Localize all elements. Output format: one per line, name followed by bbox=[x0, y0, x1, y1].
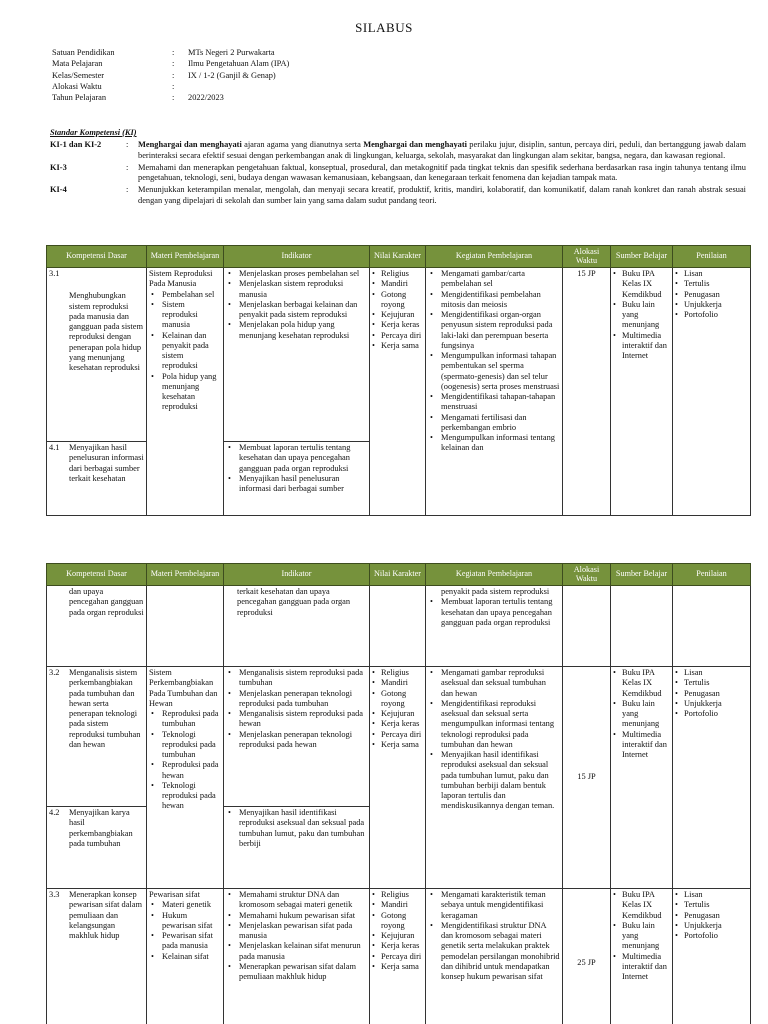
list-item: • Multimedia interaktif dan Internet bbox=[613, 730, 670, 761]
penilaian-list bbox=[675, 890, 748, 941]
indikator-cell bbox=[224, 268, 370, 442]
indikator-cell bbox=[224, 889, 370, 1024]
penilaian-list bbox=[675, 269, 748, 320]
identity-block bbox=[52, 48, 488, 104]
list-item: • Unjukkerja bbox=[675, 699, 748, 709]
list-item: • Kerja keras bbox=[372, 719, 423, 729]
list-item: • Menganalisis sistem reproduksi pada hewan bbox=[226, 709, 367, 730]
materi-title: Pewarisan sifat bbox=[149, 890, 200, 899]
meta-key: Satuan Pendidikan bbox=[52, 48, 115, 57]
kd-cell bbox=[47, 442, 147, 516]
list-item: • Mengamati fertilisasi dan perkembangan embrio bbox=[428, 413, 560, 434]
sumber-list bbox=[613, 269, 670, 361]
meta-key: Kelas/Semester bbox=[52, 70, 105, 80]
list-item: • Buku IPA Kelas IX Kemdikbud bbox=[613, 890, 670, 921]
list-item: • Menjelaskan kelainan sifat menurun pada manusia bbox=[226, 941, 367, 962]
col-header-indikator: Indikator bbox=[224, 246, 370, 268]
kegiatan-list bbox=[428, 890, 560, 982]
list-item: • Menjelaskan pewarisan sifat pada manusia bbox=[226, 921, 367, 942]
kegiatan-list bbox=[428, 597, 560, 628]
kd-number: 4.2 bbox=[49, 808, 60, 817]
nilai-list bbox=[372, 269, 423, 351]
sumber-list bbox=[613, 668, 670, 760]
list-item: • Lisan bbox=[675, 890, 748, 900]
list-item: • Memahami struktur DNA dan kromosom sebagai materi genetik bbox=[226, 890, 367, 911]
list-item: • Kerja keras bbox=[372, 320, 423, 330]
indikator-cell bbox=[224, 586, 370, 667]
col-header-indikator: Indikator bbox=[224, 564, 370, 586]
list-item: • Mengamati karakteristik teman sebaya untuk mengidentifikasi keragaman bbox=[428, 890, 560, 921]
list-item: • Buku lain yang menunjang bbox=[613, 921, 670, 952]
ki-sep: : bbox=[126, 140, 129, 150]
list-item: • Membuat laporan tertulis tentang kesehatan dan upaya pencegahan gangguan pada organ reproduksi bbox=[226, 443, 367, 474]
kegiatan-cell bbox=[426, 889, 563, 1024]
nilai-cell bbox=[370, 667, 426, 889]
kd-text: Menyajikan karya hasil perkembangbiakan pada tumbuhan bbox=[69, 808, 133, 848]
nilai-cell bbox=[370, 889, 426, 1024]
nilai-cell bbox=[370, 586, 426, 667]
list-item: • Menjelaskan penerapan teknologi reproduksi pada tumbuhan bbox=[226, 689, 367, 710]
materi-list bbox=[149, 900, 221, 962]
col-header-kegiatan: Kegiatan Pembelajaran bbox=[426, 246, 563, 268]
list-item: • Mengumpulkan informasi tentang kelainan dan bbox=[428, 433, 560, 454]
meta-row bbox=[52, 93, 488, 104]
kd-entry bbox=[49, 808, 144, 849]
ki-heading: Standar Kompetensi (KI) bbox=[50, 128, 137, 137]
kd-entry bbox=[49, 890, 144, 941]
penilaian-cell bbox=[673, 667, 751, 889]
kd-number: 3.3 bbox=[49, 890, 60, 899]
kd-text: Menghubungkan sistem reproduksi pada manusia dan gangguan pada sistem reproduksi dengan penerapan pola hidup yang menunjang kesehatan reproduksi bbox=[69, 291, 143, 372]
kegiatan-list bbox=[428, 668, 560, 812]
list-item: • Pembelahan sel bbox=[149, 290, 221, 300]
materi-cell bbox=[147, 667, 224, 889]
col-header-penilaian: Penilaian bbox=[673, 246, 751, 268]
sumber-list bbox=[613, 890, 670, 982]
meta-row bbox=[52, 82, 488, 93]
ki-emphasis: Menghargai dan menghayati bbox=[138, 140, 242, 150]
list-item: • Memahami hukum pewarisan sifat bbox=[226, 911, 367, 921]
table-row bbox=[47, 667, 751, 807]
alokasi-cell: 15 JP bbox=[563, 268, 611, 516]
meta-row bbox=[52, 71, 488, 82]
list-item: • Buku lain yang menunjang bbox=[613, 300, 670, 331]
materi-cell bbox=[147, 586, 224, 667]
list-item: • Buku IPA Kelas IX Kemdikbud bbox=[613, 269, 670, 300]
kd-cell bbox=[47, 667, 147, 807]
sumber-cell bbox=[611, 268, 673, 516]
list-item: • Reproduksi pada tumbuhan bbox=[149, 709, 221, 730]
col-header-alokasi: Alokasi Waktu bbox=[563, 564, 611, 586]
kegiatan-cell bbox=[426, 586, 563, 667]
list-item: • Multimedia interaktif dan Internet bbox=[613, 331, 670, 362]
nilai-list bbox=[372, 890, 423, 972]
meta-row bbox=[52, 48, 488, 59]
list-item: • Unjukkerja bbox=[675, 300, 748, 310]
materi-list bbox=[149, 709, 221, 812]
list-item: • Menganalisis sistem reproduksi pada tumbuhan bbox=[226, 668, 367, 689]
list-item: • Mengamati gambar reproduksi aseksual dan seksual tumbuhan dan hewan bbox=[428, 668, 560, 699]
meta-value: IX / 1-2 (Ganjil & Genap) bbox=[188, 70, 276, 80]
list-item: • Portofolio bbox=[675, 310, 748, 320]
list-item: • Portofolio bbox=[675, 709, 748, 719]
col-header-materi: Materi Pembelajaran bbox=[147, 246, 224, 268]
kegiatan-list bbox=[428, 269, 560, 454]
list-item: • Unjukkerja bbox=[675, 921, 748, 931]
kd-cell bbox=[47, 586, 147, 667]
list-item: • Kejujuran bbox=[372, 310, 423, 320]
penilaian-cell bbox=[673, 586, 751, 667]
table-header-row bbox=[47, 564, 751, 586]
kd-number: 3.1 bbox=[49, 269, 60, 278]
list-item: • Mengumpulkan informasi tahapan pembentukan sel sperma (spermato-genesis) dan sel telur (oogenesis) serta proses menstruasi bbox=[428, 351, 560, 392]
col-header-sumber: Sumber Belajar bbox=[611, 564, 673, 586]
table-row bbox=[47, 889, 751, 1024]
list-item: • Menjelakan pola hidup yang menunjang kesehatan reproduksi bbox=[226, 320, 367, 341]
list-item: • Pewarisan sifat pada manusia bbox=[149, 931, 221, 952]
list-item: • Multimedia interaktif dan Internet bbox=[613, 952, 670, 983]
ki-code: KI-4 bbox=[50, 185, 67, 195]
ki-row bbox=[50, 163, 746, 184]
list-item: • Mengidentifikasi reproduksi aseksual dan seksual serta mengumpulkan informasi tentang teknologi reproduksi pada tumbuhan dan hewan bbox=[428, 699, 560, 750]
alokasi-cell bbox=[563, 586, 611, 667]
kd-cell bbox=[47, 268, 147, 442]
list-item: • Membuat laporan tertulis tentang kesehatan dan upaya pencegahan gangguan pada organ reproduksi bbox=[428, 597, 560, 628]
list-item: • Lisan bbox=[675, 668, 748, 678]
meta-value: 2022/2023 bbox=[188, 93, 224, 103]
list-item: • Menjelaskan proses pembelahan sel bbox=[226, 269, 367, 279]
ki-emphasis: Menghargai dan menghayati bbox=[363, 140, 467, 150]
col-header-alokasi: Alokasi Waktu bbox=[563, 246, 611, 268]
list-item: • Kejujuran bbox=[372, 709, 423, 719]
list-item: • Teknologi reproduksi pada hewan bbox=[149, 781, 221, 812]
ki-text-part: perilaku jujur, disiplin, santun, percaya diri, peduli, dan bertanggung jawab dalam berinteraksi secara efektif sesuai dengan perkembangan anak di lingkungan, keluarga, sekolah, masyarakat dan lingkungan alam sekitar, bangsa, negara, dan kawasan regional. bbox=[138, 140, 746, 160]
list-item: • Kerja sama bbox=[372, 740, 423, 750]
list-item: • Menjelaskan penerapan teknologi reproduksi pada hewan bbox=[226, 730, 367, 751]
kd-number: 4.1 bbox=[49, 443, 60, 452]
penilaian-cell bbox=[673, 268, 751, 516]
ki-sep: : bbox=[126, 162, 129, 172]
list-item: • Pola hidup yang menunjang kesehatan reproduksi bbox=[149, 372, 221, 413]
list-item: • Mandiri bbox=[372, 678, 423, 688]
materi-title: Sistem Perkembangbiakan Pada Tumbuhan dan Hewan bbox=[149, 668, 218, 708]
list-item: • Tertulis bbox=[675, 678, 748, 688]
ki-text: Menunjukkan keterampilan menalar, mengolah, dan menyaji secara kreatif, produktif, kritis, mandiri, kolaboratif, dan komunikatif, dalam ranah konkret dan ranah abstrak sesuai dengan yang dipelajari di sekolah dan sumber lain yang sama dalam sudut pandang teori. bbox=[138, 185, 746, 205]
sumber-cell bbox=[611, 586, 673, 667]
list-item: • Hukum pewarisan sifat bbox=[149, 911, 221, 932]
ki-row bbox=[50, 140, 746, 161]
col-header-sumber: Sumber Belajar bbox=[611, 246, 673, 268]
meta-sep: : bbox=[172, 48, 175, 57]
indikator-text: terkait kesehatan dan upaya pencegahan gangguan pada organ reproduksi bbox=[237, 587, 351, 617]
meta-key: Alokasi Waktu bbox=[52, 81, 102, 91]
meta-sep: : bbox=[172, 93, 175, 103]
kd-entry bbox=[49, 668, 144, 750]
list-item: • Kerja keras bbox=[372, 941, 423, 951]
alokasi-cell: 15 JP bbox=[563, 667, 611, 889]
kegiatan-text: penyakit pada sistem reproduksi bbox=[441, 587, 550, 596]
indikator-list bbox=[226, 890, 367, 982]
list-item: • Materi genetik bbox=[149, 900, 221, 910]
list-item: • Kerja sama bbox=[372, 962, 423, 972]
penilaian-cell bbox=[673, 889, 751, 1024]
list-item: • Mengidentifikasi pembelahan mitosis dan meiosis bbox=[428, 290, 560, 311]
ki-code: KI-1 dan KI-2 bbox=[50, 140, 102, 150]
list-item: • Mengidentifikasi tahapan-tahapan menstruasi bbox=[428, 392, 560, 413]
nilai-cell bbox=[370, 268, 426, 516]
kegiatan-cell bbox=[426, 268, 563, 516]
list-item: • Teknologi reproduksi pada tumbuhan bbox=[149, 730, 221, 761]
list-item: • Gotong royong bbox=[372, 290, 423, 311]
indikator-cell bbox=[224, 667, 370, 807]
list-item: • Buku IPA Kelas IX Kemdikbud bbox=[613, 668, 670, 699]
col-header-materi: Materi Pembelajaran bbox=[147, 564, 224, 586]
indikator-cell bbox=[224, 807, 370, 889]
meta-key: Tahun Pelajaran bbox=[52, 93, 107, 103]
list-item: • Kelainan dan penyakit pada sistem reproduksi bbox=[149, 331, 221, 372]
ki-code: KI-3 bbox=[50, 162, 67, 172]
col-header-kd: Kompetensi Dasar bbox=[47, 246, 147, 268]
list-item: • Menyajikan hasil identifikasi reproduksi aseksual dan seksual pada tumbuhan lumut, paku dan tumbuhan berbiji dalam bentuk laporan tertulis dan mendiskusikannya dengan teman. bbox=[428, 750, 560, 812]
alokasi-cell: 25 JP bbox=[563, 889, 611, 1024]
list-item: • Gotong royong bbox=[372, 911, 423, 932]
kd-text: Menerapkan konsep pewarisan sifat dalam pemuliaan dan kelangsungan makhluk hidup bbox=[69, 890, 143, 940]
list-item: • Portofolio bbox=[675, 931, 748, 941]
meta-sep: : bbox=[172, 70, 175, 80]
kd-entry bbox=[49, 443, 144, 484]
meta-value: Ilmu Pengetahuan Alam (IPA) bbox=[188, 59, 290, 69]
list-item: • Religius bbox=[372, 668, 423, 678]
list-item: • Menjelaskan sistem reproduksi manusia bbox=[226, 279, 367, 300]
col-header-penilaian: Penilaian bbox=[673, 564, 751, 586]
indikator-list bbox=[226, 668, 367, 750]
nilai-list bbox=[372, 668, 423, 750]
col-header-nilai: Nilai Karakter bbox=[370, 564, 426, 586]
list-item: • Kelainan sifat bbox=[149, 952, 221, 962]
list-item: • Tertulis bbox=[675, 279, 748, 289]
ki-sep: : bbox=[126, 185, 129, 195]
kegiatan-cell bbox=[426, 667, 563, 889]
ki-row bbox=[50, 185, 746, 206]
meta-value bbox=[188, 82, 488, 93]
penilaian-list bbox=[675, 668, 748, 719]
list-item: • Percaya diri bbox=[372, 730, 423, 740]
col-header-nilai: Nilai Karakter bbox=[370, 246, 426, 268]
kd-text: Menyajikan hasil penelusuran informasi dari berbagai sumber terkait kesehatan bbox=[69, 443, 144, 483]
ki-text bbox=[138, 140, 746, 161]
kd-text: dan upaya pencegahan gangguan pada organ reproduksi bbox=[69, 587, 144, 617]
list-item: • Sistem reproduksi manusia bbox=[149, 300, 221, 331]
list-item: • Menyajikan hasil penelusuran informasi dari berbagai sumber bbox=[226, 474, 367, 495]
list-item: • Percaya diri bbox=[372, 331, 423, 341]
list-item: • Reproduksi pada hewan bbox=[149, 760, 221, 781]
list-item: • Penugasan bbox=[675, 689, 748, 699]
table-row bbox=[47, 268, 751, 442]
table-header-row bbox=[47, 246, 751, 268]
list-item: • Menjelaskan berbagai kelainan dan penyakit pada sistem reproduksi bbox=[226, 300, 367, 321]
list-item: • Religius bbox=[372, 269, 423, 279]
document-title: SILABUS bbox=[355, 20, 413, 35]
list-item: • Mandiri bbox=[372, 900, 423, 910]
meta-sep: : bbox=[172, 81, 175, 91]
col-header-kegiatan: Kegiatan Pembelajaran bbox=[426, 564, 563, 586]
materi-cell bbox=[147, 268, 224, 516]
list-item: • Percaya diri bbox=[372, 952, 423, 962]
indikator-list bbox=[226, 808, 367, 849]
core-competence-section bbox=[50, 128, 746, 208]
kd-cell bbox=[47, 807, 147, 889]
indikator-list bbox=[226, 269, 367, 341]
kd-cell bbox=[47, 889, 147, 1024]
list-item: • Mengidentifikasi struktur DNA dan kromosom sebagai materi genetik serta melakukan praktek pemodelan persilangan monohibrid dan dihibrid untuk mendapatkan konsep hukum pewarisan sifat bbox=[428, 921, 560, 983]
list-item: • Buku lain yang menunjang bbox=[613, 699, 670, 730]
table-row bbox=[47, 586, 751, 667]
meta-row bbox=[52, 59, 488, 70]
materi-title: Sistem Reproduksi Pada Manusia bbox=[149, 269, 213, 289]
list-item: • Kerja sama bbox=[372, 341, 423, 351]
list-item: • Mandiri bbox=[372, 279, 423, 289]
list-item: • Kejujuran bbox=[372, 931, 423, 941]
list-item: • Menerapkan pewarisan sifat dalam pemuliaan makhluk hidup bbox=[226, 962, 367, 983]
ki-text-part: ajaran agama yang dianutnya serta bbox=[241, 140, 364, 150]
sumber-cell bbox=[611, 667, 673, 889]
list-item: • Religius bbox=[372, 890, 423, 900]
meta-key: Mata Pelajaran bbox=[52, 59, 103, 69]
meta-sep: : bbox=[172, 59, 175, 69]
list-item: • Tertulis bbox=[675, 900, 748, 910]
meta-value: MTs Negeri 2 Purwakarta bbox=[188, 48, 275, 57]
materi-list bbox=[149, 290, 221, 413]
kd-text: Menganalisis sistem perkembangbiakan pada tumbuhan dan hewan serta penerapan teknologi pada sistem reproduksi tumbuhan dan hewan bbox=[69, 668, 141, 749]
materi-cell bbox=[147, 889, 224, 1024]
ki-text: Memahami dan menerapkan pengetahuan faktual, konseptual, prosedural, dan metakognitif pada tingkat teknis dan spesifik sederhana berdasarkan rasa ingin tahunya tentang ilmu pengetahuan, teknologi, seni, budaya dengan wawasan kemanusiaan, kebangsaan, dan kenegaraan terkait fenomena dan kejadian tampak mata. bbox=[138, 162, 746, 182]
syllabus-table-1 bbox=[46, 245, 751, 516]
list-item: • Gotong royong bbox=[372, 689, 423, 710]
list-item: • Penugasan bbox=[675, 290, 748, 300]
col-header-kd: Kompetensi Dasar bbox=[47, 564, 147, 586]
list-item: • Penugasan bbox=[675, 911, 748, 921]
sumber-cell bbox=[611, 889, 673, 1024]
indikator-cell bbox=[224, 442, 370, 516]
indikator-list bbox=[226, 443, 367, 494]
syllabus-table-2 bbox=[46, 563, 751, 1024]
kd-number: 3.2 bbox=[49, 668, 60, 677]
list-item: • Lisan bbox=[675, 269, 748, 279]
list-item: • Mengidentifikasi organ-organ penyusun sistem reproduksi pada laki-laki dan perempuan beserta fungsinya bbox=[428, 310, 560, 351]
list-item: • Menyajikan hasil identifikasi reproduksi aseksual dan seksual pada tumbuhan lumut, paku dan tumbuhan berbiji bbox=[226, 808, 367, 849]
list-item: • Mengamati gambar/carta pembelahan sel bbox=[428, 269, 560, 290]
